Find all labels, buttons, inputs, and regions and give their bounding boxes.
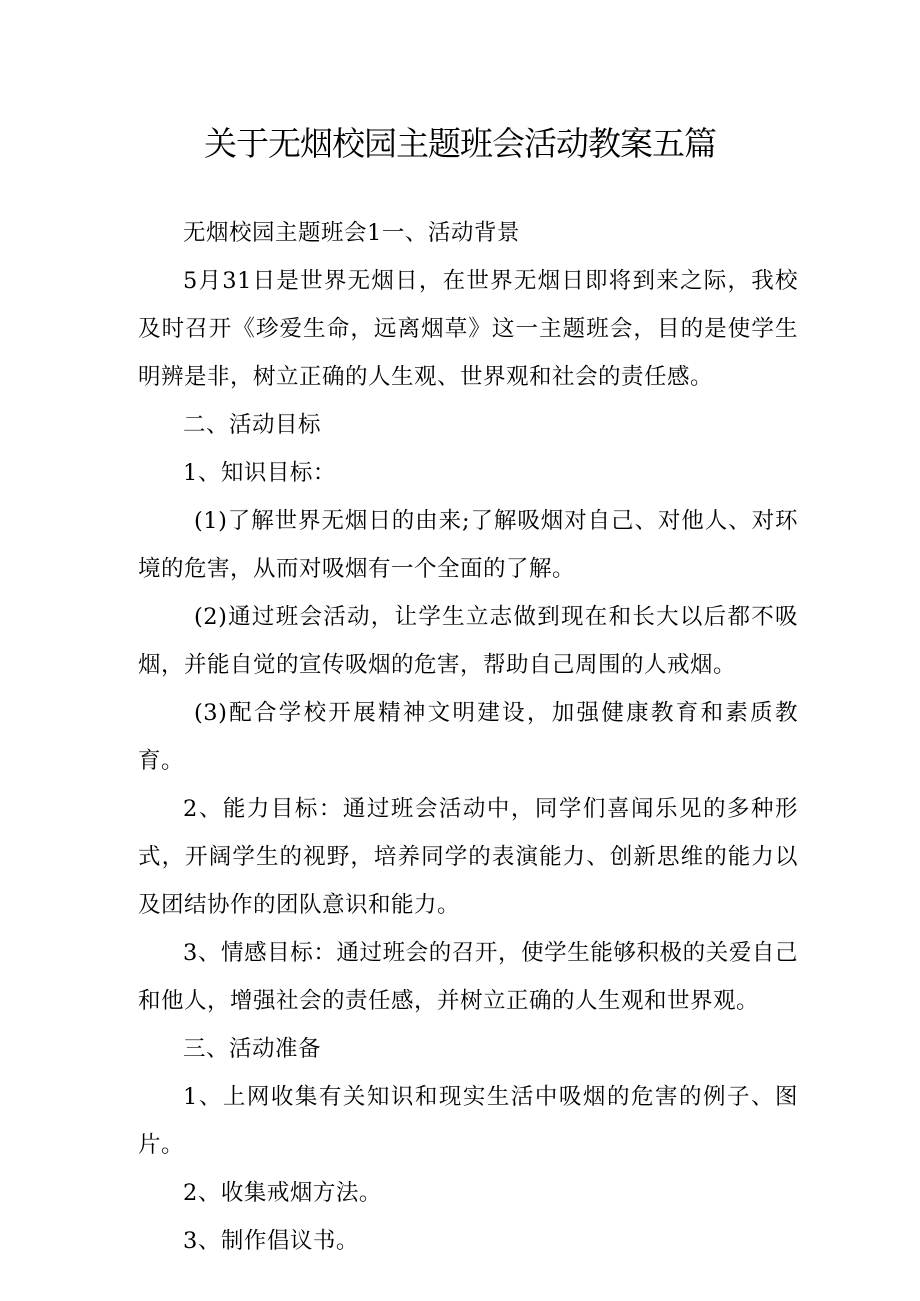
paragraph-knowledge-item-1: (1)了解世界无烟日的由来;了解吸烟对自己、对他人、对环境的危害，从而对吸烟有一个全面的了解。 (138, 508, 798, 582)
paragraph-preparation-heading: 三、活动准备 (183, 1036, 322, 1062)
paragraph-ability-goal: 2、能力目标：通过班会活动中，同学们喜闻乐见的多种形式，开阔学生的视野，培养同学的表演能力、创新思维的能力以及团结协作的团队意识和能力。 (138, 796, 798, 918)
paragraph-background: 5月31日是世界无烟日，在世界无烟日即将到来之际，我校及时召开《珍爱生命，远离烟草》这一主题班会，目的是使学生明辨是非，树立正确的人生观、世界观和社会的责任感。 (138, 268, 798, 390)
paragraph-knowledge-goal: 1、知识目标： (183, 460, 336, 486)
paragraph-preparation-item-1: 1、上网收集有关知识和现实生活中吸烟的危害的例子、图片。 (138, 1084, 798, 1158)
document-body (138, 209, 798, 1265)
paragraph-goals-heading: 二、活动目标 (183, 412, 322, 438)
paragraph-preparation-item-2: 2、收集戒烟方法。 (183, 1180, 382, 1206)
paragraph-knowledge-item-3: (3)配合学校开展精神文明建设，加强健康教育和素质教育。 (138, 700, 798, 774)
paragraph-emotion-goal: 3、情感目标：通过班会的召开，使学生能够积极的关爱自己和他人，增强社会的责任感，并树立正确的人生观和世界观。 (138, 940, 798, 1014)
paragraph-section-heading: 无烟校园主题班会1一、活动背景 (183, 220, 520, 246)
paragraph-knowledge-item-2: (2)通过班会活动，让学生立志做到现在和长大以后都不吸烟，并能自觉的宣传吸烟的危害，帮助自己周围的人戒烟。 (138, 604, 798, 678)
paragraph-preparation-item-3: 3、制作倡议书。 (183, 1228, 359, 1254)
document-title: 关于无烟校园主题班会活动教案五篇 (204, 124, 716, 163)
